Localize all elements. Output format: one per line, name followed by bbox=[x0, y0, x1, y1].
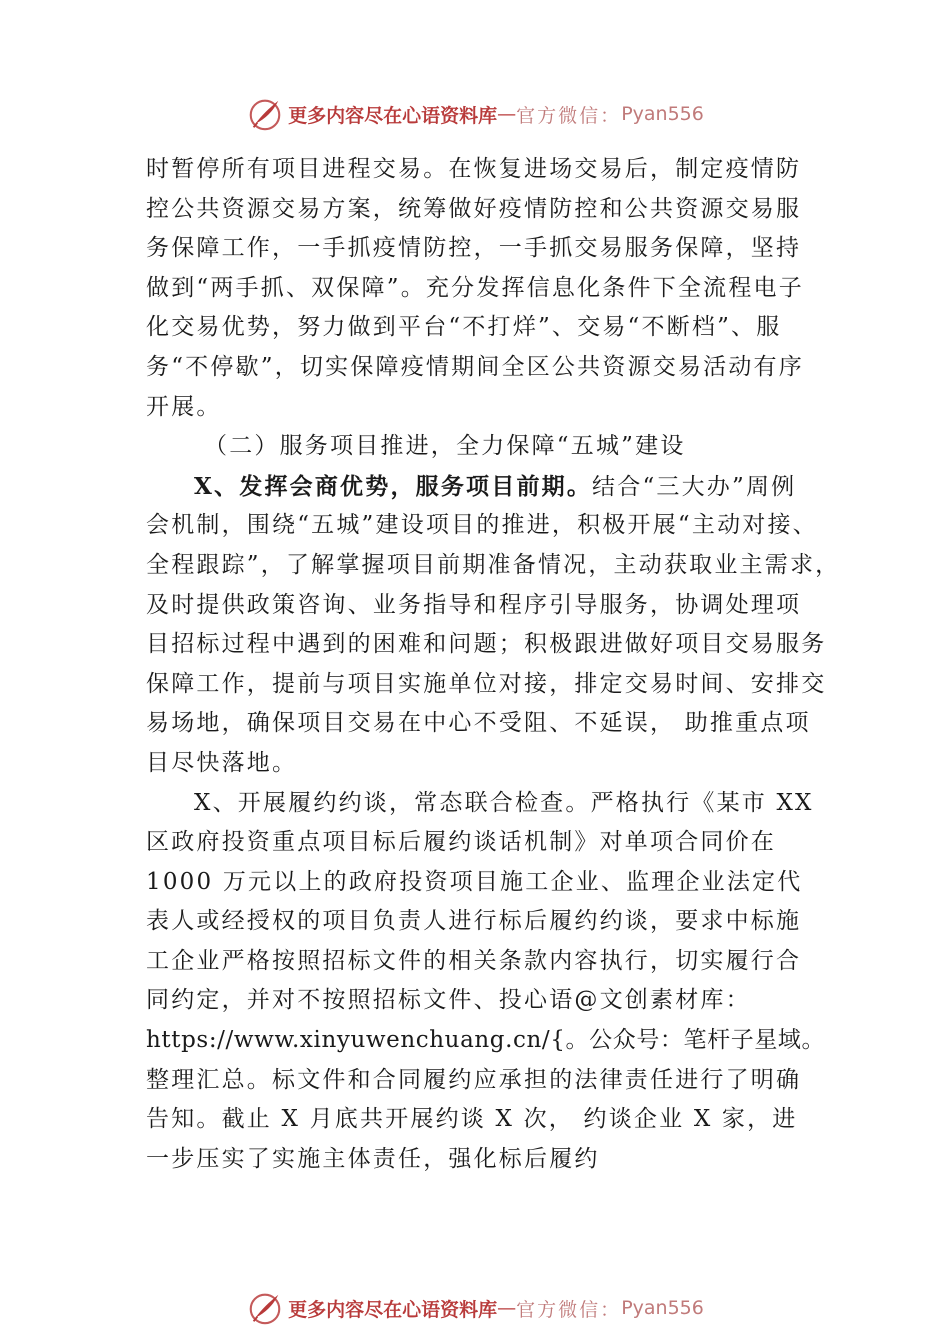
text-line: 目尽快落地。 bbox=[146, 749, 298, 776]
text-line: 同约定，并对不按照招标文件、投心语@文创素材库： bbox=[146, 987, 751, 1014]
footer-dash: — bbox=[497, 1297, 517, 1319]
text-line: 区政府投资重点项目标后履约谈话机制》对单项合同价在 bbox=[146, 829, 776, 856]
document-body bbox=[146, 150, 846, 1179]
paragraph-lead: X、发挥会商优势，服务项目前期。 bbox=[194, 472, 593, 500]
header-watermark bbox=[0, 94, 950, 134]
footer-wechat-id: Pyan556 bbox=[621, 1297, 704, 1319]
text-line: 表人或经授权的项目负责人进行标后履约约谈，要求中标施 bbox=[146, 908, 802, 935]
text-line: X、开展履约约谈，常态联合检查。严格执行《某市 XX bbox=[194, 789, 814, 816]
header-sub: 官方微信： bbox=[516, 104, 622, 127]
text-line: 务保障工作，一手抓疫情防控，一手抓交易服务保障，坚持 bbox=[146, 235, 802, 262]
text-line: 控公共资源交易方案，统筹做好疫情防控和公共资源交易服 bbox=[146, 195, 802, 222]
header-dash: — bbox=[497, 103, 517, 125]
text-line: 工企业严格按照招标文件的相关条款内容执行，切实履行合 bbox=[146, 947, 802, 974]
text-line: 整理汇总。标文件和合同履约应承担的法律责任进行了明确 bbox=[146, 1066, 802, 1093]
text-line: 保障工作，提前与项目实施单位对接，排定交易时间、安排交 bbox=[146, 670, 827, 697]
text-line: 易场地，确保项目交易在中心不受阻、不延误， 助推重点项 bbox=[146, 710, 811, 737]
quill-logo-icon bbox=[246, 1289, 284, 1327]
text-line: 目招标过程中遇到的困难和问题；积极跟进做好项目交易服务 bbox=[146, 631, 827, 658]
footer-brand: 更多内容尽在心语资料库 bbox=[288, 1298, 498, 1321]
text-line: 务“不停歇”，切实保障疫情期间全区公共资源交易活动有序 bbox=[146, 353, 804, 380]
text-line: 1000 万元以上的政府投资项目施工企业、监理企业法定代 bbox=[146, 868, 803, 895]
text-line: 做到“两手抓、双保障”。充分发挥信息化条件下全流程电子 bbox=[146, 274, 804, 301]
quill-logo-icon bbox=[246, 95, 284, 133]
section-heading: （二）服务项目推进，全力保障“五城”建设 bbox=[204, 433, 686, 460]
text-line: 告知。截止 X 月底共开展约谈 X 次， 约谈企业 X 家，进 bbox=[146, 1106, 798, 1133]
text-line: 开展。 bbox=[146, 393, 222, 420]
text-line: 化交易优势，努力做到平台“不打烊”、交易“不断档”、服 bbox=[146, 314, 782, 341]
text-line bbox=[146, 467, 846, 507]
text-line: 及时提供政策咨询、业务指导和程序引导服务，协调处理项 bbox=[146, 591, 802, 618]
footer-watermark bbox=[0, 1288, 950, 1328]
text-line: 会机制，围绕“五城”建设项目的推进，积极开展“主动对接、 bbox=[146, 512, 818, 539]
header-brand: 更多内容尽在心语资料库 bbox=[288, 104, 498, 127]
text-line: https://www.xinyuwenchuang.cn/{。公众号：笔杆子星域。 bbox=[146, 1027, 826, 1054]
text-line: 全程跟踪”，了解掌握项目前期准备情况，主动获取业主需求， bbox=[146, 551, 841, 578]
text-line: 时暂停所有项目进程交易。在恢复进场交易后，制定疫情防 bbox=[146, 156, 802, 182]
text-line: 一步压实了实施主体责任，强化标后履约 bbox=[146, 1145, 600, 1172]
header-wechat-id: Pyan556 bbox=[621, 103, 704, 125]
footer-sub: 官方微信： bbox=[516, 1298, 622, 1321]
paragraph-rest: 结合“三大办”周例 bbox=[592, 473, 797, 500]
